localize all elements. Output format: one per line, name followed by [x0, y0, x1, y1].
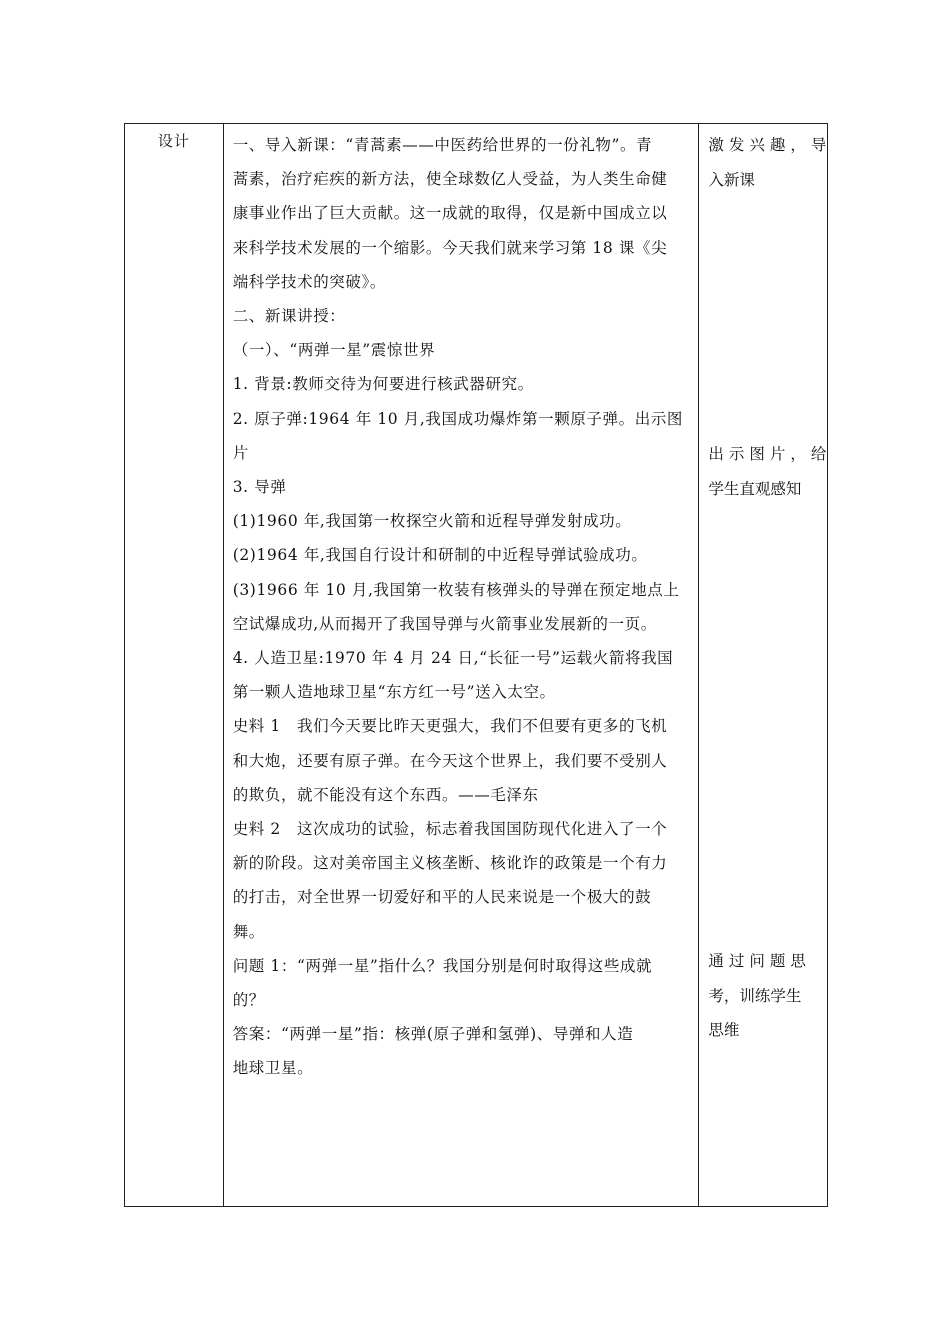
- note-line: 激发兴趣，导: [708, 136, 832, 154]
- section-label: 设计: [157, 132, 190, 150]
- content-line: 蒿素，治疗疟疾的新方法，使全球数亿人受益，为人类生命健: [232, 170, 668, 189]
- content-cell: [224, 124, 700, 1206]
- content-line: (3)1966 年 10 月,我国第一枚装有核弹头的导弹在预定地点上: [232, 580, 680, 599]
- content-line: 史料 2 这次成功的试验，标志着我国国防现代化进入了一个: [232, 820, 668, 839]
- content-line: 地球卫星。: [232, 1059, 314, 1078]
- note-line: 考，训练学生: [708, 986, 802, 1005]
- content-line: 空试爆成功,从而揭开了我国导弹与火箭事业发展新的一页。: [232, 614, 657, 633]
- note-line: 出示图片，给: [708, 445, 832, 463]
- content-line: 二、新课讲授：: [232, 307, 346, 326]
- content-line: 1. 背景:教师交待为何要进行核武器研究。: [232, 375, 534, 394]
- note-images: [708, 437, 831, 506]
- note-line: 入新课: [708, 170, 755, 189]
- note-thinking: [708, 944, 811, 1048]
- content-line: 答案：“两弹一星”指：核弹(原子弹和氢弹)、导弹和人造: [232, 1025, 634, 1044]
- content-line: 史料 1 我们今天要比昨天更强大，我们不但要有更多的飞机: [232, 717, 668, 736]
- content-line: 的欺负，就不能没有这个东西。——毛泽东: [232, 785, 539, 804]
- content-line: 的？: [232, 991, 265, 1010]
- content-line: 来科学技术发展的一个缩影。今天我们就来学习第 18 课《尖: [232, 238, 668, 257]
- note-line: 通过问题思: [708, 952, 811, 970]
- content-line: 4. 人造卫星:1970 年 4 月 24 日,“长征一号”运载火箭将我国: [232, 649, 674, 668]
- notes-cell: [699, 124, 832, 1206]
- content-line: 端科学技术的突破》。: [232, 272, 386, 291]
- lesson-design-table: [124, 123, 832, 1207]
- content-line: 问题 1：“两弹一星”指什么？我国分别是何时取得这些成就: [232, 956, 653, 975]
- content-line: (2)1964 年,我国自行设计和研制的中近程导弹试验成功。: [232, 546, 648, 565]
- content-line: 第一颗人造地球卫星“东方红一号”送入太空。: [232, 683, 556, 702]
- content-line: 2. 原子弹:1964 年 10 月,我国成功爆炸第一颗原子弹。出示图: [232, 409, 684, 428]
- content-line: （一）、“两弹一星”震惊世界: [232, 341, 436, 360]
- content-line: 一、导入新课：“青蒿素——中医药给世界的一份礼物”。青: [232, 136, 653, 154]
- note-line: 学生直观感知: [708, 479, 802, 498]
- content-line: 舞。: [232, 922, 265, 941]
- note-line: 思维: [708, 1021, 740, 1039]
- content-line: 和大炮，还要有原子弹。在今天这个世界上，我们要不受别人: [232, 751, 668, 770]
- content-line: 的打击，对全世界一切爱好和平的人民来说是一个极大的鼓: [232, 888, 652, 907]
- content-line: 3. 导弹: [232, 478, 287, 497]
- note-intro: [708, 128, 831, 197]
- section-label-cell: [125, 124, 224, 1206]
- content-line: 片: [232, 443, 249, 462]
- content-line: (1)1960 年,我国第一枚探空火箭和近程导弹发射成功。: [232, 512, 632, 531]
- content-line: 新的阶段。这对美帝国主义核垄断、核讹诈的政策是一个有力: [232, 854, 668, 873]
- content-line: 康事业作出了巨大贡献。这一成就的取得，仅是新中国成立以: [232, 204, 668, 223]
